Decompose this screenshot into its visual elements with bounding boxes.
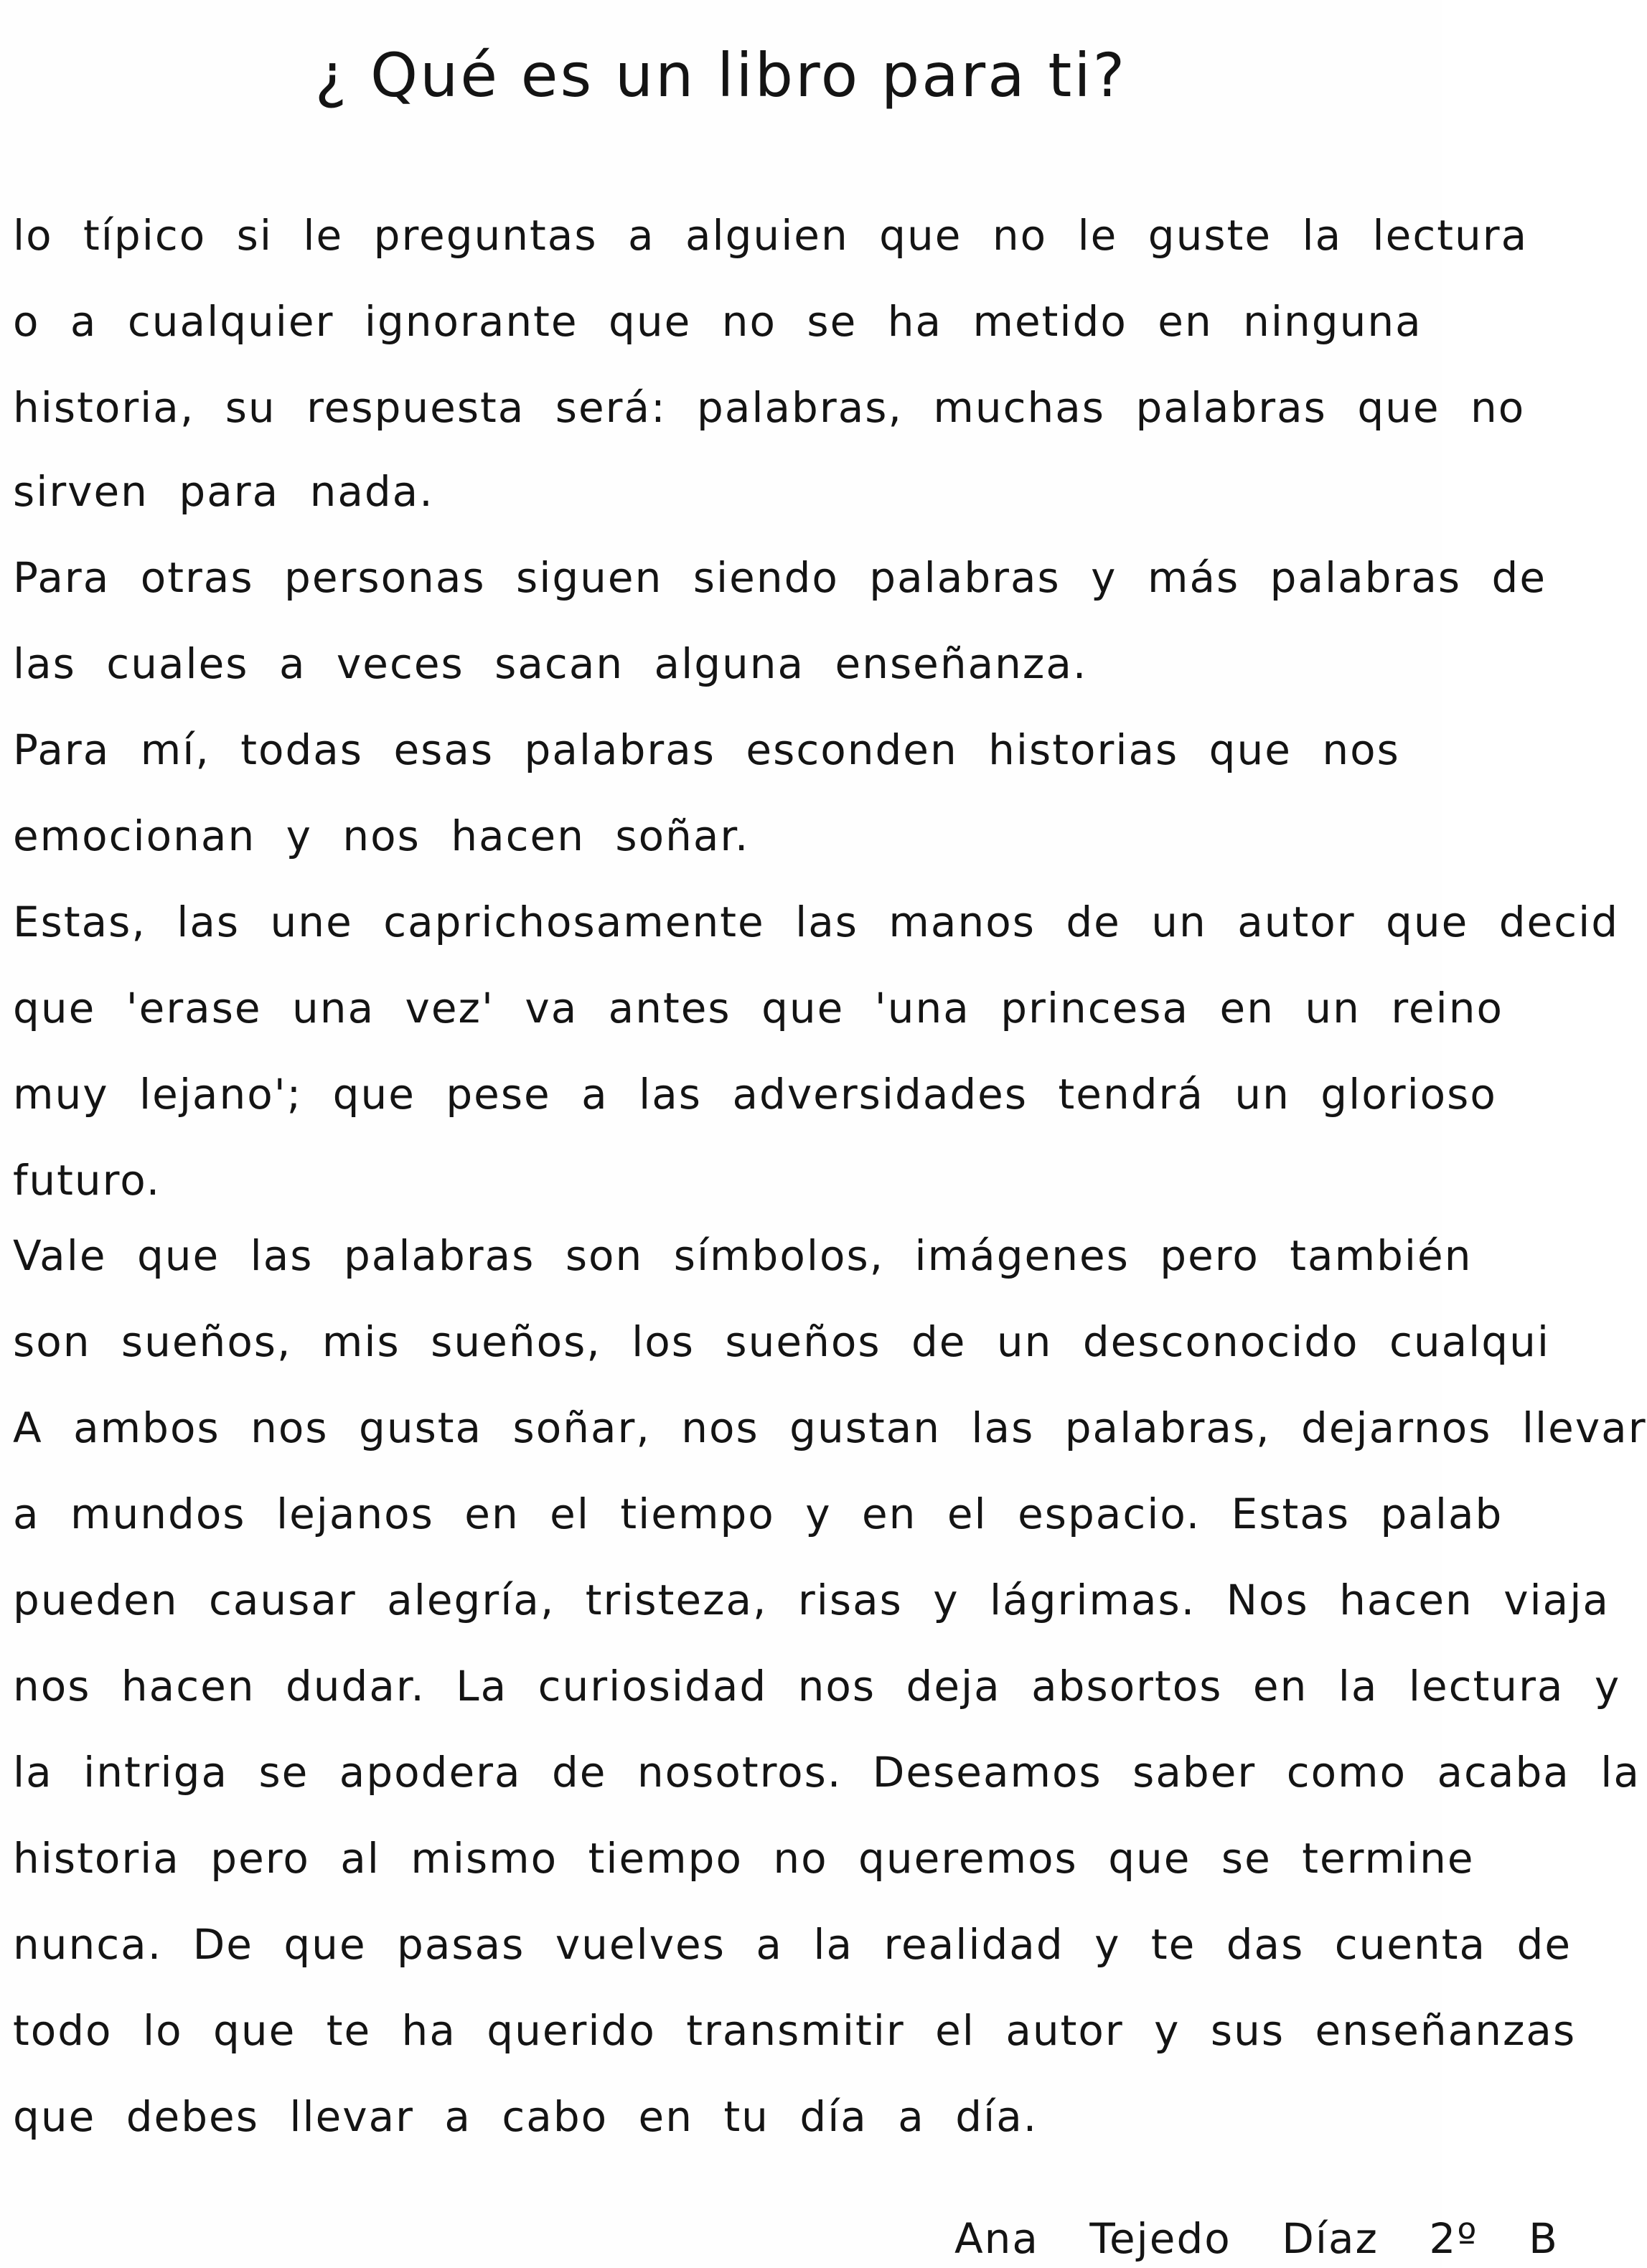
text-line: la intriga se apodera de nosotros. Deseamos saber como acaba la: [13, 1748, 1641, 1797]
text-line: Para otras personas siguen siendo palabras y más palabras de: [13, 553, 1547, 602]
text-line: nos hacen dudar. La curiosidad nos deja absortos en la lectura y: [13, 1662, 1621, 1711]
text-line: historia, su respuesta será: palabras, muchas palabras que no: [13, 383, 1526, 432]
text-line: A ambos nos gusta soñar, nos gustan las palabras, dejarnos llevar: [13, 1403, 1647, 1452]
text-line: son sueños, mis sueños, los sueños de un desconocido cualqui: [13, 1317, 1550, 1366]
text-line: las cuales a veces sacan alguna enseñanza.: [13, 639, 1088, 688]
text-line: nunca. De que pasas vuelves a la realidad y te das cuenta de: [13, 1920, 1572, 1969]
text-line: a mundos lejanos en el tiempo y en el espacio. Estas palab: [13, 1490, 1503, 1538]
page-title: ¿ Qué es un libro para ti?: [314, 40, 1127, 110]
text-line: Estas, las une caprichosamente las manos de un autor que decid: [13, 898, 1620, 946]
text-line: lo típico si le preguntas a alguien que no le guste la lectura: [13, 211, 1529, 260]
text-line: todo lo que te ha querido transmitir el autor y sus enseñanzas: [13, 2006, 1577, 2055]
text-line: Vale que las palabras son símbolos, imágenes pero también: [13, 1231, 1473, 1280]
text-line: o a cualquier ignorante que no se ha metido en ninguna: [13, 297, 1422, 346]
text-line: sirven para nada.: [13, 467, 434, 516]
text-line: que 'erase una vez' va antes que 'una princesa en un reino: [13, 984, 1503, 1032]
text-line: historia pero al mismo tiempo no queremos que se termine: [13, 1834, 1475, 1883]
text-line: futuro.: [13, 1156, 161, 1205]
text-line: que debes llevar a cabo en tu día a día.: [13, 2092, 1038, 2141]
signature: Ana Tejedo Díaz 2º B: [954, 2214, 1559, 2263]
text-line: muy lejano'; que pese a las adversidades tendrá un glorioso: [13, 1070, 1497, 1119]
text-line: emocionan y nos hacen soñar.: [13, 811, 750, 860]
text-line: Para mí, todas esas palabras esconden historias que nos: [13, 725, 1400, 774]
text-line: pueden causar alegría, tristeza, risas y lágrimas. Nos hacen viaja: [13, 1576, 1610, 1624]
